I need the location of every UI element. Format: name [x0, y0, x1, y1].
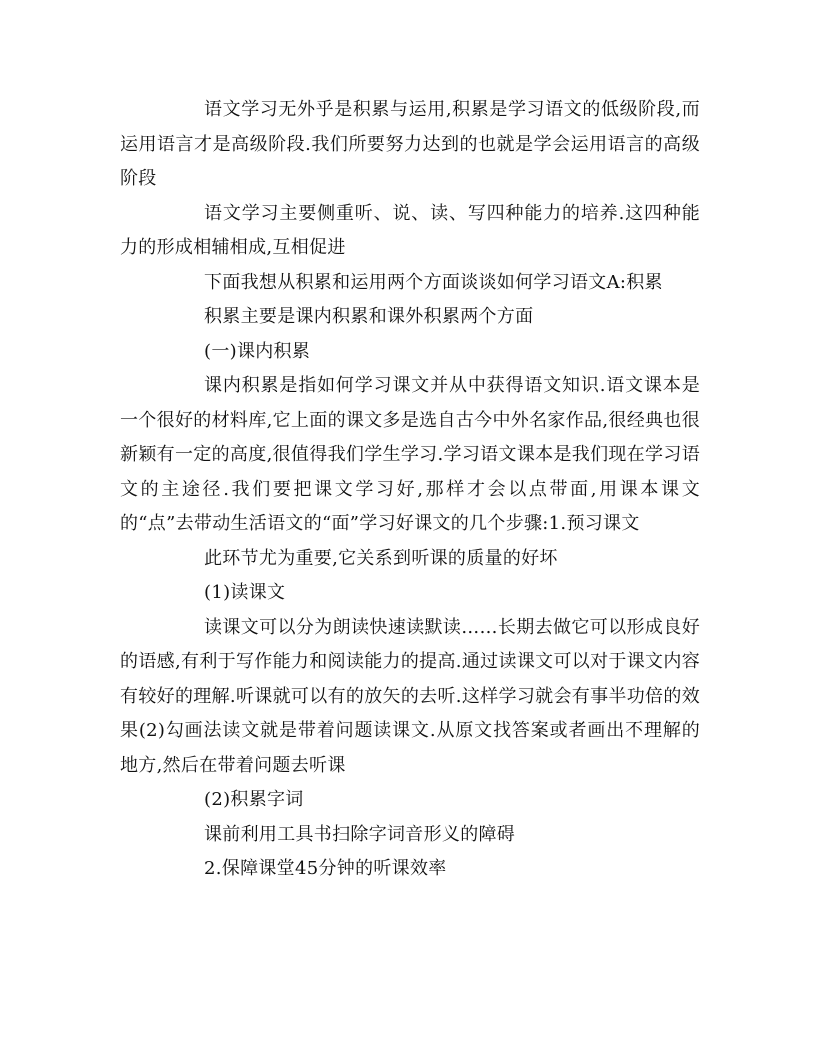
document-body: [120, 93, 700, 887]
heading-class-efficiency: 2.保障课堂45分钟的听课效率: [204, 858, 447, 879]
paragraph-four-abilities: 语文学习主要侧重听、说、读、写四种能力的培养.这四种能力的形成相辅相成,互相促进: [120, 202, 700, 258]
paragraph-preview-importance: 此环节尤为重要,它关系到听课的质量的好坏: [204, 547, 558, 569]
paragraph-in-class-details: 课内积累是指如何学习课文并从中获得语文知识.语文课本是一个很好的材料库,它上面的课文多是选自古今中外名家作品,很经典也很新颖有一定的高度,很值得我们学生学习.学习语文课本是我们现在学习语文的主途径.我们要把课文学习好,那样才会以点带面,用课本课文的“点”去带动生活语文的“面”学习好课文的几个步骤:1.预习课文: [120, 375, 700, 534]
paragraph-reading-methods: 读课文可以分为朗读快速读默读……长期去做它可以形成良好的语感,有利于写作能力和阅读能力的提高.通过读课文可以对于课文内容有较好的理解.听课就可以有的放矢的去听.这样学习就会有事半功倍的效果(2)勾画法读文就是带着问题读课文.从原文找答案或者画出不理解的地方,然后在带着问题去听课: [120, 616, 700, 776]
paragraph-intro-accumulation: 下面我想从积累和运用两个方面谈谈如何学习语文A:积累: [204, 271, 663, 293]
heading-in-class-accumulation: (一)课内积累: [204, 340, 311, 362]
paragraph-use-reference-books: 课前利用工具书扫除字词音形义的障碍: [204, 823, 516, 845]
paragraph-accumulation-and-use: 语文学习无外乎是积累与运用,积累是学习语文的低级阶段,而运用语言才是高级阶段.我们所要努力达到的也就是学会运用语言的高级阶段: [120, 99, 700, 189]
heading-accumulate-words: (2)积累字词: [204, 789, 304, 810]
heading-read-text: (1)读课文: [204, 582, 286, 603]
paragraph-two-aspects: 积累主要是课内积累和课外积累两个方面: [204, 306, 534, 327]
